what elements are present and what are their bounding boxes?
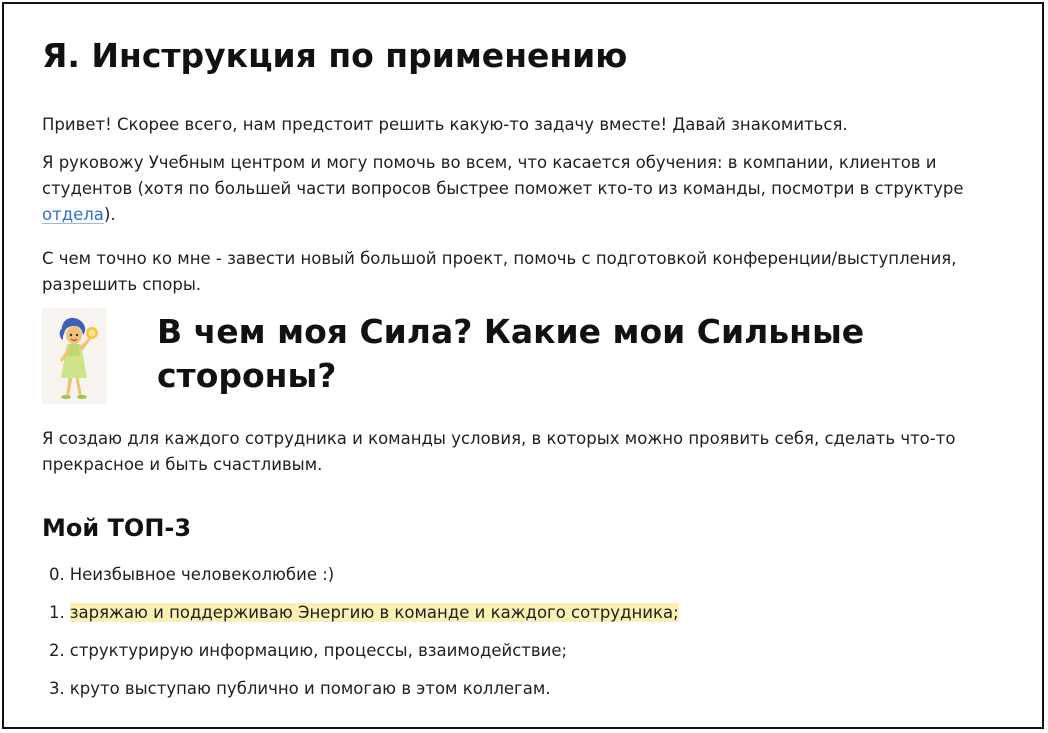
role-paragraph: [42, 150, 1017, 228]
list-item: [49, 676, 551, 702]
list-item-number: 3.: [49, 679, 65, 698]
department-link[interactable]: отдела: [42, 205, 104, 224]
role-text-end: ).: [103, 205, 116, 224]
greeting-paragraph: Привет! Скорее всего, нам предстоит решить какую-то задачу вместе! Давай знакомиться.: [42, 115, 848, 134]
list-item-number: 0.: [49, 565, 65, 584]
joy-character-image: [42, 308, 107, 404]
list-item-number: 2.: [49, 641, 65, 660]
list-item-text: круто выступаю публично и помогаю в этом коллегам.: [69, 679, 551, 698]
list-item-text-highlighted: заряжаю и поддерживаю Энергию в команде и каждого сотрудника;: [69, 603, 679, 622]
list-item-text: Неизбывное человеколюбие :): [69, 565, 335, 584]
role-text: Я руковожу Учебным центром и могу помочь во всем, что касается обучения: в компании, клиентов и студентов (хотя по большей части вопросов быстрее поможет кто-то из команды, посмотри в структуре: [42, 153, 964, 198]
joy-character-icon: [42, 308, 107, 404]
list-item: [49, 600, 679, 626]
top-heading: Мой ТОП-3: [42, 514, 192, 542]
topics-paragraph: С чем точно ко мне - завести новый большой проект, помочь с подготовкой конференции/выступления, разрешить споры.: [42, 249, 957, 294]
list-item-number: 1.: [49, 603, 65, 622]
list-item: [49, 562, 334, 588]
strengths-paragraph: Я создаю для каждого сотрудника и команды условия, в которых можно проявить себя, сделать что-то прекрасное и быть счастливым.: [42, 429, 956, 474]
strengths-heading: В чем моя Сила? Какие мои Сильные стороны?: [157, 312, 865, 395]
list-item: [49, 638, 567, 664]
page-title: Я. Инструкция по применению: [42, 36, 628, 75]
list-item-text: структурирую информацию, процессы, взаимодействие;: [69, 641, 568, 660]
document-page: [2, 2, 1044, 729]
